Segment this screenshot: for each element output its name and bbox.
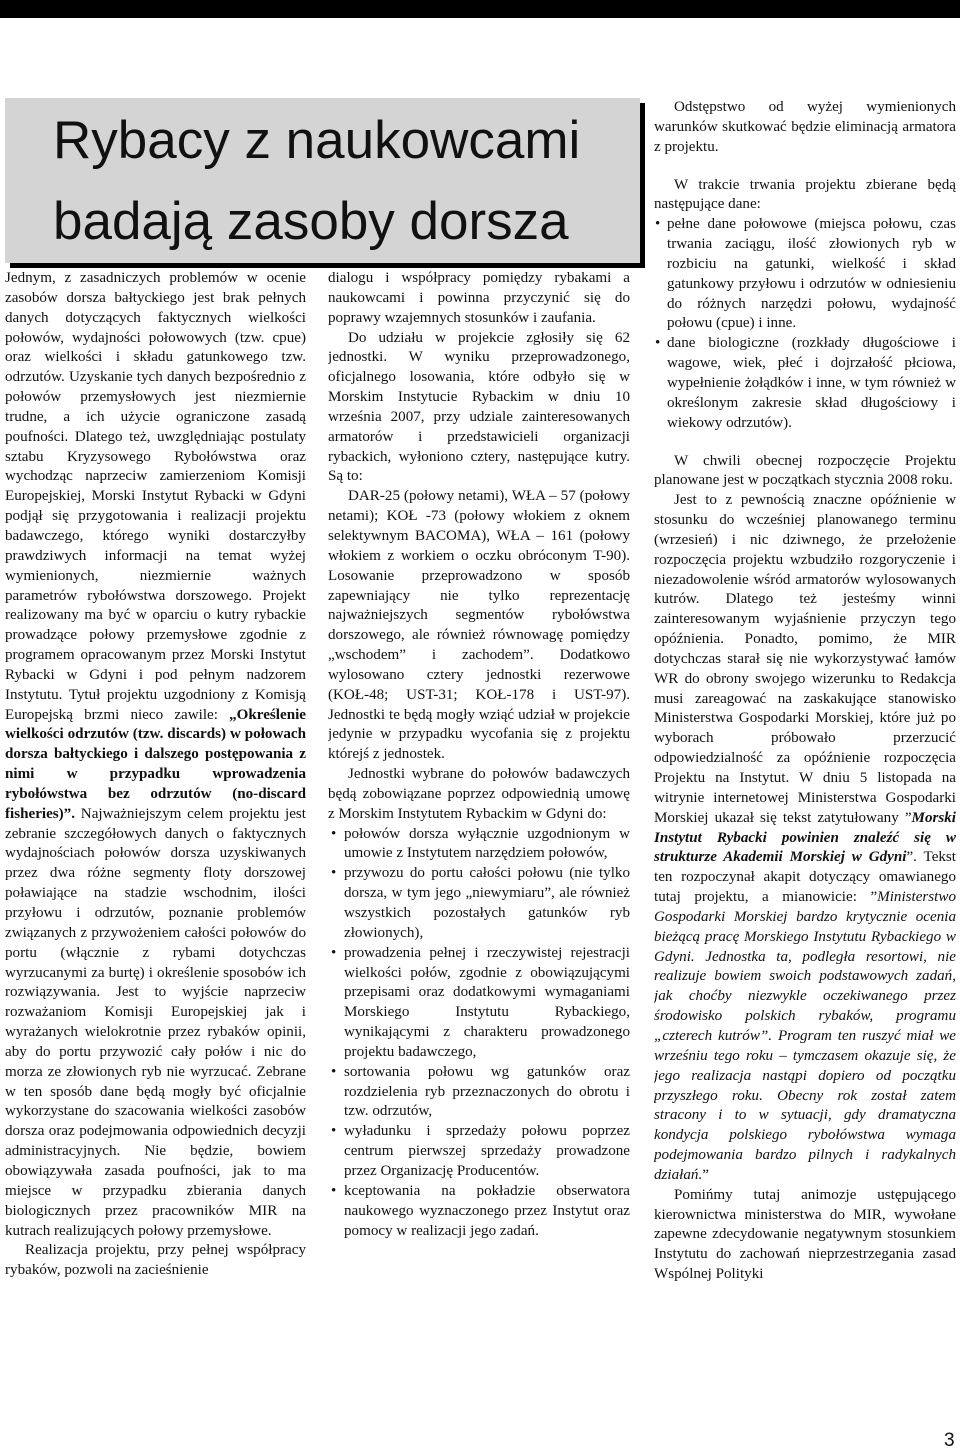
paragraph: W chwili obecnej rozpoczęcie Projektu planowane jest w początkach stycznia 2008 roku. bbox=[654, 452, 956, 489]
paragraph: Realizacja projektu, przy pełnej współpracy rybaków, pozwoli na zacieśnienie bbox=[5, 1242, 306, 1279]
page-title-line-1: Rybacy z naukowcami bbox=[53, 111, 581, 170]
bullet-icon: • bbox=[331, 825, 337, 842]
bullet-icon: • bbox=[331, 944, 337, 961]
article-column-3 bbox=[654, 98, 956, 1418]
title-box bbox=[5, 98, 640, 263]
list-item: • dane biologiczne (rozkłady długościowe i wagowe, wiek, płeć i dojrzałość płciowa, wypełnienie żołądków i inne, w tym również w określonym zakresie skład długościowy i wiekowy odrzutów). bbox=[655, 335, 956, 431]
quoted-title: Morski Instytut Rybacki powinien znaleźć się w strukturze Akademii Morskiej w Gdyni bbox=[654, 809, 956, 866]
paragraph-text: Najważniejszym celem projektu jest zebranie szczegółowych danych o faktycznych wydajnościach połowów dorsza uzyskiwanych przez dwa różne segmenty floty dorszowej poławiające na stadzie wschodnim, ilości przyłowu i odrzutów, poznanie problemów związanych z przywożeniem całości połowów do portu (włącznie z rybami dotychczas wyrzucanymi za burtę) i określenie sposobów ich rozwiązywania. Jest to wyjście naprzeciw rozważaniom Komisji Europejskiej jak i wyrażanych wielokrotnie przez rybaków opinii, aby do portu przywozić cały połów i nic do morza ze złowionych ryb nie wyrzucać. Zebrane w ten sposób dane będą mogły być oficjalnie wykorzystane do szacowania wielkości zasobów dorsza oraz podejmowania odpowiednich decyzji administracyjnych. Nie będzie, bowiem obowiązywała zasada poufności, jak to ma miejsce w przypadku zbierania danych biologicznych przez pracowników MIR na kutrach realizujących połowy przemysłowe. bbox=[5, 805, 306, 1239]
paragraph bbox=[5, 269, 306, 1241]
paragraph: W trakcie trwania projektu zbierane będą następujące dane: bbox=[654, 176, 956, 213]
paragraph: Do udziału w projekcie zgłosiły się 62 jednostki. W wyniku przeprowadzonego, oficjalnego losowania, które odbyło się w Morskim Instytucie Rybackim w dniu 10 września 2007, przy udziale zainteresowanych armatorów i przedstawicieli organizacji rybackich, wyłoniono cztery, następujące kutry. Są to: bbox=[328, 329, 630, 485]
list-item: • przywozu do portu całości połowu (nie tylko dorsza, w tym jego „niewymiaru”, ale również wszystkich pozostałych gatunków ryb złowionych), bbox=[331, 865, 630, 941]
paragraph: dialogu i współpracy pomiędzy rybakami a naukowcami i powinna przyczynić się do poprawy wzajemnych stosunków i zaufania. bbox=[328, 270, 630, 326]
article-column-2 bbox=[328, 269, 630, 1409]
paragraph: DAR-25 (połowy netami), WŁA – 57 (połowy netami); KOŁ -73 (połowy włokiem z oknem selektywnym BACOMA), WŁA – 161 (połowy włokiem z workiem o oczku obróconym T-90). Losowanie przeprowadzono w sposób zapewniający nie tylko reprezentację najważniejszych segmentów rybołówstwa dorszowego, ale również równowagę pomiędzy „wschodem” i zachodem”. Dodatkowo wylosowano cztery jednostki rezerwowe (KOŁ-48; UST-31; KOŁ-178 i UST-97). Jednostki te będą mogły wziąć udział w projekcie jedynie w przypadku wycofania się z projektu którejś z jednostek. bbox=[328, 488, 630, 763]
project-title-bold: „Określenie wielkości odrzutów (tzw. discards) w połowach dorsza bałtyckiego i dalszego postępowania z nimi w przypadku wprowadzenia rybołówstwa bez odrzutów (no-discard fisheries)”. bbox=[5, 706, 306, 822]
list-item: • połowów dorsza wyłącznie uzgodnionym w umowie z Instytutem narzędziem połowów, bbox=[331, 825, 630, 862]
bullet-icon: • bbox=[655, 216, 661, 233]
bullet-icon: • bbox=[331, 1063, 337, 1080]
ministry-quote: Ministerstwo Gospodarki Morskiej bardzo krytycznie ocenia bieżącą pracę Morskiego Instytutu Rybackiego w Gdyni. Jednostka ta, podległa resortowi, nie realizuje bowiem swoich podstawowych zadań, jak choćby niezwykle oczekiwanego przez środowisko polskich rybaków, programu „czterech kutrów”. Program ten ruszyć miał we wrześniu tego roku – tymczasem okazuje się, że jego realizacja nastąpi dopiero od początku przyszłego roku. Obecny rok został zatem stracony i to w sytuacji, gdy dramatyczna kondycja polskiego rybołówstwa wymaga podejmowania bardzo pilnych i radykalnych działań. bbox=[654, 889, 956, 1183]
paragraph: Pomińmy tutaj animozje ustępującego kierownictwa ministerstwa do MIR, wywołane zapewne zdecydowanie negatywnym stosunkiem Instytutu do zachowań nieprzestrzegania zasad Wspólnej Polityki bbox=[654, 1186, 956, 1283]
bullet-icon: • bbox=[331, 865, 337, 882]
bullet-icon: • bbox=[331, 1182, 337, 1199]
list-item: • sortowania połowu wg gatunków oraz rozdzielenia ryb przeznaczonych do obrotu i tzw. odrzutów, bbox=[331, 1063, 630, 1120]
paragraph-text: Jednym, z zasadniczych problemów w ocenie zasobów dorsza bałtyckiego jest brak pełnych danych dotyczących faktycznych wielkości połowów, wydajności połowowych (tzw. cpue) oraz wielkości i składu gatunkowego tzw. odrzutów. Uzyskanie tych danych bezpośrednio z połowów przemysłowych jest niezmiernie trudne, a ich użycie ograniczone zasadą poufności. Dlatego też, uwzględniając postulaty sztabu Kryzysowego Rybołówstwa oraz wychodząc naprzeciw zamierzeniom Komisji Europejskiej, Morski Instytut Rybacki w Gdyni podjął się przygotowania i realizacji projektu badawczego, którego wyniki dostarczyłby prawdziwych informacji na temat wyżej wymienionych, niezmiernie ważnych parametrów rybołówstwa dorszowego. Projekt realizowany ma być w oparciu o kutry rybackie prowadzące połowy przemysłowe zgodnie z programem opracowanym przez Morski Instytut Rybacki w Gdyni i pod pełnym nadzorem Instytutu. Tytuł projektu uzgodniony z Komisją Europejską brzmi nieco zawile: bbox=[5, 270, 306, 723]
data-list bbox=[654, 215, 956, 433]
top-black-bar bbox=[0, 0, 960, 18]
page-number: 3 bbox=[944, 1430, 955, 1451]
paragraph: Jest to z pewnością znaczne opóźnienie w stosunku do wcześniej planowanego terminu (wrzesień) i nic dziwnego, że przełożenie rozpoczęcia projektu wzbudziło rozgoryczenie i niezadowolenie wśród armatorów wylosowanych kutrów. Dlatego też jesteśmy winni zainteresowanym wyjaśnienie przyczyn tego opóźnienia. Ponadto, pomimo, że MIR dotychczas starał się nie wykorzystywać łamów WR do obrony swojego wizerunku to Redakcja musi zareagować na zaskakujące stanowisko Ministerstwa Gospodarki Morskiej, które już po wyborach próbowało przerzucić odpowiedzialność za opóźnienie rozpoczęcia Projektu na Instytut. W dniu 5 listopada na witrynie internetowej Ministerstwa Gospodarki Morskiej ukazał się tekst zatytułowany ”Morski Instytut Rybacki powinien znaleźć się w strukturze Akademii Morskiej w Gdyni”. Tekst ten rozpoczynał akapit dotyczący omawianego tutaj projektu, a mianowicie: ”Ministerstwo Gospodarki Morskiej bardzo krytycznie ocenia bieżącą pracę Morskiego Instytutu Rybackiego w Gdyni. Jednostka ta, podległa resortowi, nie realizuje bowiem swoich podstawowych zadań, jak choćby niezwykle oczekiwanego przez środowisko polskich rybaków, programu „czterech kutrów”. Program ten ruszyć miał we wrześniu tego roku – tymczasem okazuje się, że jego realizacja nastąpi dopiero od początku przyszłego roku. Obecny rok został zatem stracony i to w sytuacji, gdy dramatyczna kondycja polskiego rybołówstwa wymaga podejmowania bardzo pilnych i radykalnych działań.” bbox=[654, 492, 956, 1183]
obligations-list bbox=[328, 825, 630, 1242]
paragraph: Odstępstwo od wyżej wymienionych warunków skutkować będzie eliminacją armatora z projektu. bbox=[654, 99, 956, 155]
list-item: • wyładunku i sprzedaży połowu poprzez centrum pierwszej sprzedaży prowadzone przez Organizację Producentów. bbox=[331, 1123, 630, 1179]
bullet-icon: • bbox=[331, 1123, 337, 1140]
page-title-line-2: badają zasoby dorsza bbox=[53, 192, 569, 251]
bullet-icon: • bbox=[655, 335, 661, 352]
list-item: • kceptowania na pokładzie obserwatora naukowego wyznaczonego przez Instytut oraz pomocy w realizacji jego zadań. bbox=[331, 1182, 630, 1239]
list-item: • prowadzenia pełnej i rzeczywistej rejestracji wielkości połów, zgodnie z obowiązującymi przepisami oraz dodatkowymi wymaganiami Morskiego Instytutu Rybackiego, wynikającymi z charakteru prowadzonego projektu badawczego, bbox=[331, 944, 630, 1060]
paragraph: Jednostki wybrane do połowów badawczych będą zobowiązane poprzez odpowiednią umowę z Morskim Instytutem Rybackim w Gdyni do: bbox=[328, 766, 630, 822]
article-column-1 bbox=[5, 269, 306, 1409]
list-item: • pełne dane połowowe (miejsca połowu, czas trwania zaciągu, ilość złowionych ryb w rozbiciu na gatunki, wielkość i skład gatunkowy przyłowu i odrzutów w odniesieniu do różnych narzędzi połowu, wydajność połowu (cpue) i inne. bbox=[655, 216, 956, 332]
